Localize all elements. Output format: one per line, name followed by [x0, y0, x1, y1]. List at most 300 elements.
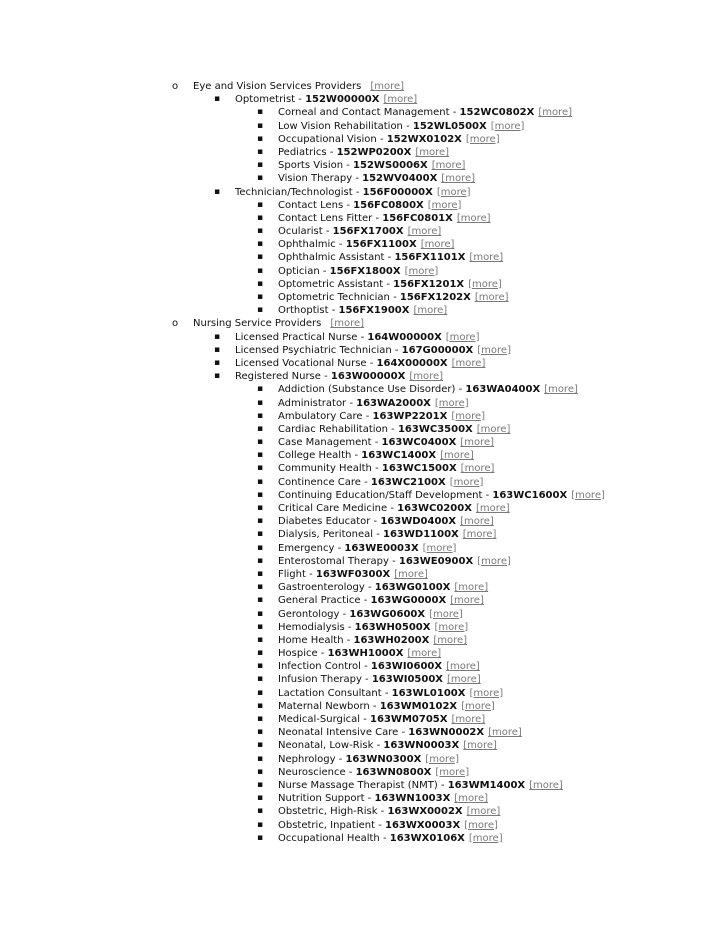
entry-text [278, 555, 511, 568]
taxonomy-code: 156FX1700X [332, 226, 404, 238]
specialization-row [0, 106, 728, 119]
separator: - [339, 608, 350, 620]
separator: - [352, 186, 363, 198]
specialization-row [0, 581, 728, 594]
square-bullet-icon: ▪ [257, 727, 264, 738]
taxonomy-name: General Practice [278, 595, 361, 607]
taxonomy-name: Continuing Education/Staff Development [278, 489, 483, 501]
more-link[interactable]: [more] [451, 357, 486, 369]
taxonomy-code: 156FX1100X [345, 239, 417, 251]
separator: - [370, 516, 381, 528]
taxonomy-name: Continence Care [278, 476, 361, 488]
entry-text [278, 476, 483, 489]
square-bullet-icon: ▪ [257, 740, 264, 751]
square-bullet-icon: ▪ [257, 173, 264, 184]
taxonomy-name: Vision Therapy [278, 173, 353, 185]
separator: - [345, 766, 356, 778]
separator: - [295, 94, 306, 106]
taxonomy-name: Pediatrics [278, 146, 327, 158]
more-link[interactable]: [more] [451, 410, 486, 422]
separator: - [381, 687, 392, 699]
taxonomy-name: Addiction (Substance Use Disorder) [278, 384, 456, 396]
separator: - [351, 450, 362, 462]
more-link[interactable]: [more] [469, 252, 504, 264]
more-link[interactable]: [more] [461, 700, 495, 712]
square-bullet-icon: ▪ [257, 555, 264, 566]
taxonomy-code: 163WN0300X [345, 753, 422, 765]
group-row [0, 317, 728, 330]
more-link[interactable]: [more] [436, 186, 471, 198]
entry-text [235, 357, 485, 370]
more-link[interactable]: [more] [488, 727, 522, 739]
separator: - [343, 160, 354, 172]
square-bullet-icon: ▪ [257, 384, 264, 395]
more-link[interactable]: [more] [454, 793, 489, 805]
more-link[interactable]: [more] [425, 753, 460, 765]
more-link[interactable]: [more] [447, 674, 481, 686]
more-link[interactable]: [more] [429, 608, 463, 620]
separator: - [371, 463, 382, 475]
taxonomy-name: Gerontology [278, 608, 340, 620]
square-bullet-icon: ▪ [257, 753, 264, 764]
square-bullet-icon: ▪ [257, 107, 264, 118]
entry-text [278, 462, 494, 475]
separator: - [398, 727, 409, 739]
more-link[interactable]: [more] [413, 305, 448, 317]
specialization-row [0, 462, 728, 475]
taxonomy-outline [0, 80, 728, 845]
category-row [0, 370, 728, 383]
more-link[interactable]: [more] [415, 146, 450, 158]
more-link[interactable]: [more] [544, 384, 578, 396]
more-link[interactable]: [more] [476, 423, 511, 435]
taxonomy-name: Hemodialysis [278, 621, 345, 633]
square-bullet-icon: ▪ [214, 357, 221, 368]
taxonomy-code: 152WL0500X [412, 120, 487, 132]
taxonomy-name: Nurse Massage Therapist (NMT) [278, 779, 438, 791]
separator: - [360, 476, 371, 488]
square-bullet-icon: ▪ [257, 463, 264, 474]
taxonomy-name: Optometrist [235, 94, 296, 106]
more-link[interactable]: [more] [464, 819, 498, 831]
taxonomy-code: 163WC1400X [361, 450, 437, 462]
specialization-row [0, 397, 728, 410]
more-link[interactable]: [more] [440, 450, 474, 462]
more-link[interactable]: [more] [449, 476, 484, 488]
entry-text [278, 278, 502, 291]
entry-text [278, 528, 496, 541]
more-link[interactable]: [more] [468, 832, 503, 844]
taxonomy-name: Neuroscience [278, 766, 346, 778]
entry-text [278, 212, 491, 225]
entry-text [278, 120, 524, 133]
more-link[interactable]: [more] [474, 292, 509, 303]
taxonomy-name: Licensed Vocational Nurse [235, 357, 367, 369]
separator: - [352, 173, 363, 185]
separator: - [373, 529, 383, 541]
specialization-row [0, 251, 728, 264]
specialization-row [0, 515, 728, 528]
entry-text [278, 265, 438, 278]
taxonomy-code: 167G00000X [401, 344, 474, 356]
specialization-row [0, 568, 728, 581]
taxonomy-code: 163WE0003X [344, 542, 419, 554]
taxonomy-code: 163WA0400X [465, 384, 541, 396]
specialization-row [0, 159, 728, 172]
specialization-row [0, 739, 728, 752]
category-row [0, 93, 728, 106]
taxonomy-name: Administrator [278, 397, 347, 409]
more-link[interactable]: [more] [529, 779, 563, 791]
taxonomy-code: 163WE0900X [398, 555, 474, 567]
separator: - [376, 133, 387, 145]
more-link[interactable]: [more] [465, 133, 500, 145]
specialization-row [0, 608, 728, 621]
taxonomy-name: Flight [278, 568, 306, 580]
entry-text [278, 449, 474, 462]
separator: - [366, 357, 377, 369]
specialization-row [0, 753, 728, 766]
specialization-row [0, 766, 728, 779]
square-bullet-icon: ▪ [257, 779, 264, 790]
specialization-row [0, 199, 728, 212]
more-link[interactable]: [more] [451, 714, 486, 725]
square-bullet-icon: ▪ [214, 344, 221, 355]
square-bullet-icon: ▪ [257, 634, 264, 645]
entry-text [235, 370, 443, 383]
separator: - [384, 252, 395, 264]
more-link[interactable]: [more] [456, 212, 491, 224]
entry-text [235, 93, 417, 106]
taxonomy-name: Low Vision Rehabilitation [278, 120, 403, 132]
separator: - [455, 384, 466, 396]
taxonomy-code: 163WI0600X [370, 661, 443, 673]
entry-text [278, 489, 605, 502]
taxonomy-code: 163WA2000X [356, 397, 431, 409]
more-link[interactable]: [more] [460, 463, 495, 475]
square-bullet-icon: ▪ [257, 252, 264, 263]
specialization-row [0, 172, 728, 185]
entry-text [278, 687, 503, 700]
taxonomy-code: 163WN0800X [355, 766, 432, 778]
taxonomy-name: Ophthalmic [278, 239, 336, 251]
taxonomy-name: Optometric Assistant [278, 278, 384, 290]
specialization-row [0, 133, 728, 146]
square-bullet-icon: ▪ [257, 529, 264, 540]
square-bullet-icon: ▪ [257, 476, 264, 487]
square-bullet-icon: ▪ [257, 489, 264, 500]
more-link[interactable]: [more] [445, 331, 480, 343]
square-bullet-icon: ▪ [257, 292, 264, 302]
more-link[interactable]: [more] [427, 199, 462, 211]
more-link[interactable]: [more] [420, 239, 455, 251]
more-link[interactable]: [more] [431, 160, 466, 172]
taxonomy-code: 152WX0102X [386, 133, 462, 145]
separator: - [391, 344, 402, 356]
square-bullet-icon: ▪ [257, 450, 264, 461]
separator: - [371, 437, 382, 449]
square-bullet-icon: ▪ [257, 397, 264, 408]
entry-text [278, 251, 503, 264]
taxonomy-code: 156FX1202X [399, 292, 471, 303]
category-row [0, 344, 728, 357]
entry-text [278, 568, 428, 581]
specialization-row [0, 225, 728, 238]
more-link[interactable]: [more] [490, 120, 525, 132]
taxonomy-code: 163WG0000X [370, 595, 447, 607]
separator: - [388, 555, 399, 567]
square-bullet-icon: ▪ [257, 503, 264, 513]
more-link[interactable]: [more] [433, 634, 468, 646]
taxonomy-code: 163WG0100X [374, 582, 451, 594]
taxonomy-name: Diabetes Educator [278, 516, 371, 528]
more-link[interactable]: [more] [538, 107, 573, 119]
taxonomy-code: 163WL0100X [391, 687, 466, 699]
more-link[interactable]: [more] [571, 489, 605, 501]
taxonomy-code: 163WC1600X [492, 489, 568, 501]
separator: - [364, 793, 375, 805]
taxonomy-name: Home Health [278, 634, 344, 646]
specialization-row [0, 555, 728, 568]
separator: - [372, 212, 383, 224]
more-link[interactable]: [more] [446, 661, 480, 673]
more-link[interactable]: [more] [463, 740, 497, 752]
specialization-row [0, 476, 728, 489]
entry-text [278, 291, 509, 304]
taxonomy-name: Critical Care Medicine [278, 503, 388, 514]
more-link[interactable]: [more] [422, 542, 457, 554]
more-link[interactable]: [more] [462, 529, 497, 541]
more-link[interactable]: [more] [370, 81, 405, 92]
entry-text [278, 199, 461, 212]
taxonomy-name: Dialysis, Peritoneal [278, 529, 374, 541]
separator: - [322, 226, 333, 238]
entry-text [278, 436, 494, 449]
taxonomy-code: 156F00000X [362, 186, 433, 198]
taxonomy-code: 163WH0200X [353, 634, 430, 646]
separator: - [387, 503, 398, 514]
specialization-row [0, 621, 728, 634]
separator: - [319, 265, 330, 277]
square-bullet-icon: ▪ [257, 621, 264, 632]
taxonomy-code: 163WX0106X [389, 832, 465, 844]
separator: - [346, 397, 357, 409]
taxonomy-code: 163WC0400X [381, 437, 457, 449]
taxonomy-code: 163W00000X [330, 371, 406, 383]
taxonomy-code: 156FC0801X [382, 212, 453, 224]
taxonomy-name: Enterostomal Therapy [278, 555, 389, 567]
taxonomy-name: Technician/Technologist [235, 186, 353, 198]
more-link[interactable]: [more] [409, 371, 444, 383]
more-link[interactable]: [more] [466, 806, 501, 818]
square-bullet-icon: ▪ [257, 582, 264, 593]
entry-text [278, 159, 465, 172]
entry-text [278, 423, 510, 436]
specialization-row [0, 673, 728, 686]
separator: - [389, 292, 400, 303]
taxonomy-code: 156FX1800X [329, 265, 401, 277]
entry-text [278, 713, 485, 726]
square-bullet-icon: ▪ [257, 714, 264, 724]
taxonomy-name: Ambulatory Care [278, 410, 363, 422]
separator: - [343, 634, 354, 646]
more-link[interactable]: [more] [454, 582, 489, 594]
separator: - [335, 239, 346, 251]
taxonomy-name: Registered Nurse [235, 371, 321, 383]
taxonomy-name: Case Management [278, 437, 372, 449]
square-bullet-icon: ▪ [257, 542, 264, 553]
specialization-row [0, 647, 728, 660]
more-link[interactable]: [more] [434, 397, 469, 409]
entry-text [193, 317, 364, 330]
square-bullet-icon: ▪ [257, 226, 264, 237]
taxonomy-code: 163WG0600X [349, 608, 426, 620]
taxonomy-code: 156FX1101X [394, 252, 466, 264]
more-link[interactable]: [more] [383, 94, 418, 106]
entry-text [278, 515, 494, 528]
taxonomy-name: Community Health [278, 463, 372, 475]
separator: - [357, 331, 368, 343]
taxonomy-code: 152WC0802X [459, 107, 535, 119]
taxonomy-code: 163WM0102X [379, 700, 458, 712]
more-link[interactable]: [more] [434, 621, 469, 633]
entry-text [235, 331, 480, 344]
square-bullet-icon: ▪ [257, 700, 264, 711]
more-link[interactable]: [more] [435, 766, 470, 778]
entry-text [278, 805, 500, 818]
category-row [0, 331, 728, 344]
more-link[interactable]: [more] [407, 648, 442, 660]
specialization-row [0, 634, 728, 647]
more-link[interactable]: [more] [477, 344, 511, 356]
separator: - [482, 489, 493, 501]
more-link[interactable]: [more] [477, 555, 511, 567]
separator: - [383, 278, 394, 290]
square-bullet-icon: ▪ [257, 265, 264, 276]
category-row [0, 357, 728, 370]
separator: - [344, 621, 355, 633]
taxonomy-code: 156FX1201X [393, 278, 465, 290]
more-link[interactable]: [more] [394, 568, 428, 580]
group-row [0, 80, 728, 93]
more-link[interactable]: [more] [450, 595, 484, 607]
separator: - [305, 568, 316, 580]
taxonomy-name: Emergency [278, 542, 335, 554]
entry-text [278, 581, 488, 594]
square-bullet-icon: ▪ [257, 516, 264, 527]
specialization-row [0, 436, 728, 449]
taxonomy-code: 163WD0400X [380, 516, 457, 528]
specialization-row [0, 410, 728, 423]
entry-text [278, 146, 449, 159]
square-bullet-icon: ▪ [257, 819, 264, 830]
taxonomy-name: Lactation Consultant [278, 687, 382, 699]
taxonomy-code: 163WI0500X [371, 674, 444, 686]
square-bullet-icon: ▪ [257, 595, 264, 606]
taxonomy-code: 163WN1003X [374, 793, 451, 805]
separator: - [437, 779, 448, 791]
entry-text [278, 819, 498, 832]
square-bullet-icon: ▪ [257, 410, 264, 421]
specialization-row [0, 805, 728, 818]
taxonomy-name: Neonatal, Low-Risk [278, 740, 374, 752]
separator: - [343, 199, 354, 211]
taxonomy-name: Cardiac Rehabilitation [278, 423, 388, 435]
specialization-row [0, 687, 728, 700]
more-link[interactable]: [more] [475, 503, 510, 514]
taxonomy-code: 163WX0003X [385, 819, 461, 831]
taxonomy-code: 163WC1500X [381, 463, 457, 475]
entry-text [278, 410, 485, 423]
specialization-row [0, 489, 728, 502]
taxonomy-code: 152WS0006X [353, 160, 428, 172]
separator: - [360, 714, 371, 725]
separator: - [328, 305, 339, 317]
taxonomy-name: Neonatal Intensive Care [278, 727, 399, 739]
separator: - [375, 819, 386, 831]
specialization-row [0, 779, 728, 792]
entry-text [278, 238, 454, 251]
more-link[interactable]: [more] [407, 226, 442, 238]
taxonomy-name: Medical-Surgical [278, 714, 361, 725]
separator: - [369, 700, 380, 712]
taxonomy-name: Optometric Technician [278, 292, 390, 303]
taxonomy-code: 163WF0300X [315, 568, 391, 580]
square-bullet-icon: ▪ [257, 305, 264, 316]
specialization-row [0, 594, 728, 607]
more-link[interactable]: [more] [460, 516, 494, 528]
taxonomy-code: 156FC0800X [353, 199, 424, 211]
entry-text [278, 766, 469, 779]
taxonomy-name: Optician [278, 265, 320, 277]
entry-text [278, 397, 469, 410]
more-link[interactable]: [more] [469, 687, 504, 699]
square-bullet-icon: ▪ [257, 793, 264, 804]
taxonomy-name: Ocularist [278, 226, 323, 238]
square-bullet-icon: ▪ [257, 437, 264, 448]
specialization-row [0, 265, 728, 278]
more-link[interactable]: [more] [468, 278, 502, 290]
specialization-row [0, 542, 728, 555]
square-bullet-icon: ▪ [257, 661, 264, 672]
entry-text [278, 726, 522, 739]
entry-text [278, 225, 441, 238]
taxonomy-code: 152WP0200X [336, 146, 412, 158]
separator: - [402, 120, 413, 132]
taxonomy-name: Contact Lens Fitter [278, 212, 373, 224]
taxonomy-code: 163WP2201X [372, 410, 448, 422]
entry-text [278, 753, 459, 766]
specialization-row [0, 291, 728, 304]
entry-text [278, 647, 441, 660]
more-link[interactable]: [more] [330, 318, 365, 330]
entry-text [193, 80, 404, 93]
entry-text [278, 304, 447, 317]
more-link[interactable]: [more] [441, 173, 476, 185]
entry-text [278, 383, 578, 396]
entry-text [278, 739, 497, 752]
more-link[interactable]: [more] [404, 265, 439, 277]
taxonomy-name: Nephrology [278, 753, 336, 765]
more-link[interactable]: [more] [460, 437, 495, 449]
entry-text [278, 172, 475, 185]
specialization-row [0, 146, 728, 159]
taxonomy-code: 163WM0705X [370, 714, 448, 725]
specialization-row [0, 449, 728, 462]
entry-text [278, 594, 484, 607]
entry-text [235, 186, 471, 199]
taxonomy-name: Licensed Psychiatric Technician [235, 344, 392, 356]
